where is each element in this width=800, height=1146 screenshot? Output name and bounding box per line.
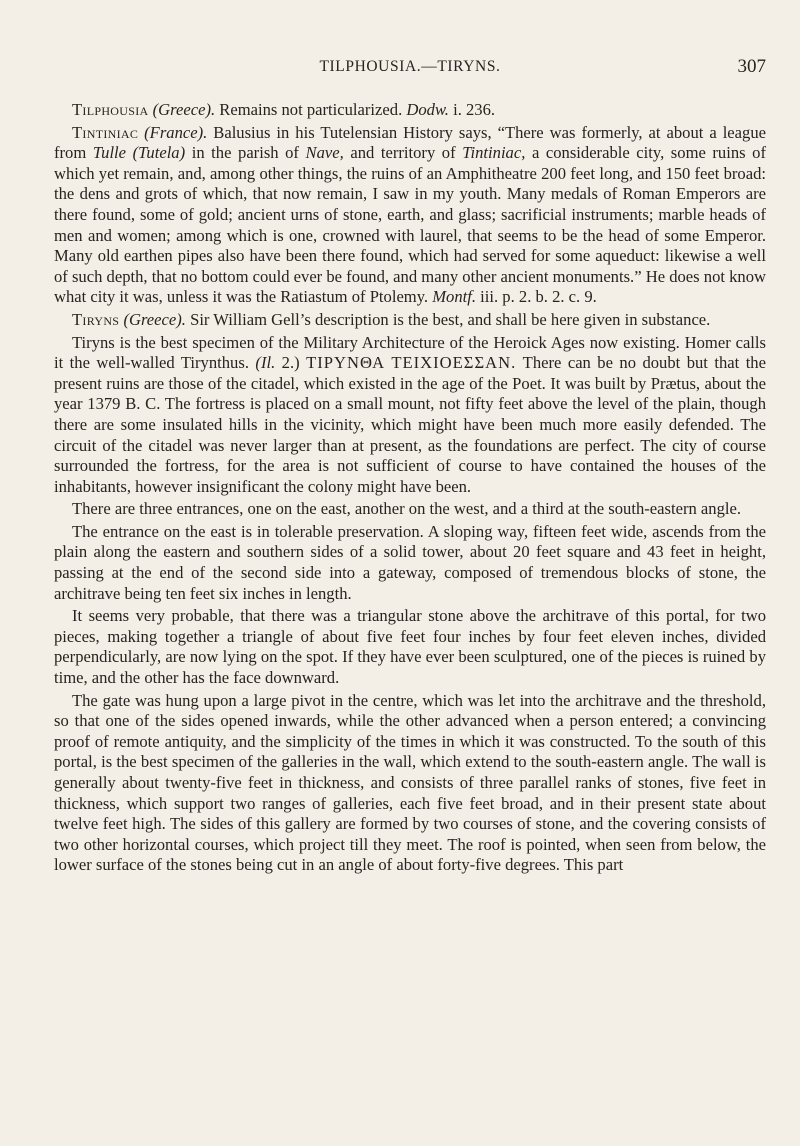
entry-country: (Greece).	[123, 309, 186, 329]
entry-text: and territory of	[343, 143, 463, 163]
entry-head: Tilphousia	[72, 100, 149, 119]
entry-reference: Dodw.	[406, 100, 449, 119]
entry-text: iii. p. 2. b. 2. c. 9.	[476, 287, 597, 307]
place-name: Tintiniac,	[462, 143, 526, 163]
paragraph: The entrance on the east is in tolerable preservation. A sloping way, fifteen feet wide, ascends from the plain along the eastern and southern sides of a solid tower, about 20 feet square and 43 feet in height, passing at the end of the second side into a gateway, composed of tremendous blocks of stone, the architrave being ten feet six inches in length.	[54, 521, 766, 603]
paragraph-text: Tiryns is the best specimen of the Military Architecture of the Heroick Ages now existing. Homer calls it the well-walled Tirynthus.	[54, 332, 766, 373]
paragraph-text: 2.)	[275, 353, 307, 373]
entry-text: i. 236.	[448, 100, 496, 119]
entry-head: Tintiniac	[72, 122, 139, 142]
place-name: Tulle (Tutela)	[92, 143, 186, 163]
entry-country: (France).	[144, 122, 208, 142]
entry-country: (Greece).	[152, 100, 216, 119]
page-number: 307	[737, 56, 766, 77]
entry-text: in the parish of	[185, 143, 306, 163]
entry-text: Balusius in his Tutelensian History says, “There was formerly, at about a league from	[54, 122, 766, 163]
place-name: Nave,	[305, 143, 344, 163]
paragraph: There are three entrances, one on the east, another on the west, and a third at the south-eastern angle.	[72, 499, 742, 519]
entry-head: Tiryns	[72, 309, 120, 329]
entry-reference: Montf.	[432, 287, 477, 307]
body-text	[54, 100, 766, 876]
entry-tilphousia	[54, 100, 766, 121]
greek-quotation: ΤΙΡΥΝΘΑ ΤΕΙΧΙΟΕΣΣΑΝ.	[306, 353, 517, 373]
entry-text: Sir William Gell’s description is the best, and shall be here given in substance.	[185, 309, 711, 329]
running-head	[54, 56, 766, 86]
paragraph-text: There can be no doubt but that the present ruins are those of the citadel, which existed in the age of the Poet. It was built by Prætus, about the year 1379 B. C. The fortress is placed on a small mount, not fifty feet above the level of the plain, though there are some insulated hills in the vicinity, which might have been much more easily defended. The circuit of the citadel was never larger than at present, as the foundations are perfect. The city of course surrounded the fortress, for the area is not sufficient of course to have contained the houses of the inhabitants, however insignificant the colony might have been.	[54, 353, 766, 496]
entry-text: Remains not particularized.	[215, 100, 407, 119]
entry-text: a considerable city, some ruins of which yet remain, and, among other things, the ruins of an Amphitheatre 200 feet long, and 150 feet broad: the dens and grots of which, that now remain, I saw in my youth. Many medals of Roman Emperors are there found, some of gold; ancient urns of stone, earth, and glass; sacrificial instruments; marble heads of men and women; among which is one, crowned with laurel, that seems to be the head of some Emperor. Many old earthen pipes also have been there found, which had served for some aqueduct: likewise a well of such depth, that no bottom could ever be found, and many other ancient monuments.” He does not know what city it was, unless it was the Ratiastum of Ptolemy.	[54, 143, 766, 307]
paragraph	[54, 333, 766, 498]
paragraph: It seems very probable, that there was a triangular stone above the architrave of this portal, for two pieces, making together a triangle of about five feet four inches by four feet eleven inches, divided perpendicularly, are now lying on the spot. If they have ever been sculptured, one of the pieces is ruined by time, and the other has the face downward.	[54, 606, 766, 688]
citation: (Il.	[255, 353, 276, 373]
running-title: TILPHOUSIA.—TIRYNS.	[319, 58, 501, 75]
entry-tintiniac	[54, 123, 766, 308]
paragraph: The gate was hung upon a large pivot in the centre, which was let into the architrave and the threshold, so that one of the sides opened inwards, while the other advanced when a person entered; a convincing proof of remote antiquity, and the simplicity of the times in which it was constructed. To the south of this portal, is the best specimen of the galleries in the wall, which extend to the south-eastern angle. The wall is generally about twenty-five feet in thickness, and consists of three parallel ranks of stones, five feet in thickness, which support two ranges of galleries, each five feet broad, and in their present state about twelve feet high. The sides of this gallery are formed by two courses of stone, and the covering consists of two other horizontal courses, which project till they meet. The roof is pointed, when seen from below, the lower surface of the stones being cut in an angle of about forty-five degrees. This part	[54, 690, 766, 875]
entry-tiryns	[54, 310, 766, 331]
